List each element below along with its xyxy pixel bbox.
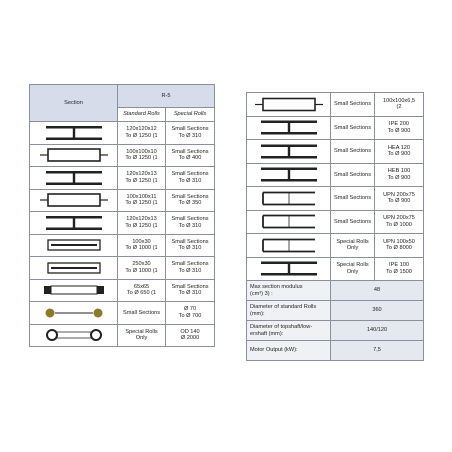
table-row	[30, 144, 215, 167]
special-rolls-cell: Small Sections To Ø 310	[166, 212, 215, 235]
table-row	[247, 140, 424, 164]
table-row	[247, 187, 424, 211]
standard-rolls-cell: 120x120x13 To Ø 1250 (1	[118, 212, 166, 235]
special-rolls-cell: OD 140 Ø 2000	[166, 324, 215, 347]
spec-row	[247, 341, 424, 361]
channel-section-icon	[247, 234, 331, 258]
table-row	[247, 257, 424, 281]
square-bar-icon	[30, 279, 118, 302]
i-beam-section-icon	[247, 257, 331, 281]
table-row	[30, 257, 215, 280]
special-rolls-cell: IPE 100 To Ø 1500	[375, 257, 424, 281]
table-row	[247, 93, 424, 117]
spec-label: Max section modulus (cm³) 3) :	[247, 281, 331, 301]
table-row	[30, 324, 215, 347]
spec-label: Motor Output (kW):	[247, 341, 331, 361]
rectangular-tube-icon	[247, 93, 331, 117]
special-rolls-cell: Small Sections To Ø 310	[166, 257, 215, 280]
standard-rolls-cell: 100x30 To Ø 1000 (1	[118, 234, 166, 257]
table-row	[247, 234, 424, 258]
standard-rolls-cell: Small Sections	[331, 140, 375, 164]
table-row	[30, 189, 215, 212]
standard-rolls-cell: Small Sections	[331, 210, 375, 234]
standard-rolls-cell: 120x120x12 To Ø 1250 (1	[118, 122, 166, 145]
standard-rolls-cell: 100x100x10 To Ø 1250 (1	[118, 144, 166, 167]
box-section-icon	[30, 144, 118, 167]
standard-rolls-cell: 100x100x11 To Ø 1250 (1	[118, 189, 166, 212]
header-section: Section	[30, 85, 118, 122]
header-model: R-5	[118, 85, 215, 108]
spec-row	[247, 281, 424, 301]
table-row	[247, 116, 424, 140]
i-beam-section-icon	[247, 163, 331, 187]
table-row	[30, 212, 215, 235]
special-rolls-cell: Small Sections To Ø 310	[166, 167, 215, 190]
channel-section-icon	[247, 210, 331, 234]
spec-label: Diameter of topshaft/low- ershaft (mm):	[247, 321, 331, 341]
right-section-table	[246, 92, 424, 361]
tube-icon	[30, 324, 118, 347]
subheader-special-rolls: Special Rolls	[166, 108, 215, 122]
flat-bar-icon	[30, 257, 118, 280]
i-beam-section-icon	[30, 212, 118, 235]
standard-rolls-cell: 250x30 To Ø 1000 (1	[118, 257, 166, 280]
table-row	[30, 122, 215, 145]
table-row	[30, 279, 215, 302]
box-section-icon	[30, 189, 118, 212]
spec-value: 140/120	[331, 321, 424, 341]
table-row	[247, 210, 424, 234]
table-row	[30, 302, 215, 325]
standard-rolls-cell: Small Sections	[331, 116, 375, 140]
special-rolls-cell: HEB 100 To Ø 900	[375, 163, 424, 187]
special-rolls-cell: 100x100x6,5 (2	[375, 93, 424, 117]
table-row	[30, 167, 215, 190]
spec-value: 48	[331, 281, 424, 301]
standard-rolls-cell: Special Rolls Only	[118, 324, 166, 347]
spec-label: Diameter of standard Rolls (mm):	[247, 301, 331, 321]
special-rolls-cell: Small Sections To Ø 350	[166, 189, 215, 212]
spec-value: 7,5	[331, 341, 424, 361]
special-rolls-cell: Small Sections To Ø 310	[166, 122, 215, 145]
special-rolls-cell: Small Sections To Ø 400	[166, 144, 215, 167]
special-rolls-cell: UPN 100x50 To Ø 8000	[375, 234, 424, 258]
standard-rolls-cell: 65x65 To Ø 650 (1	[118, 279, 166, 302]
spec-row	[247, 321, 424, 341]
left-section-table	[29, 84, 215, 347]
special-rolls-cell: Small Sections To Ø 310	[166, 279, 215, 302]
special-rolls-cell: Small Sections To Ø 310	[166, 234, 215, 257]
round-bar-icon	[30, 302, 118, 325]
spec-row	[247, 301, 424, 321]
i-beam-section-icon	[30, 167, 118, 190]
standard-rolls-cell: 120x120x13 To Ø 1250 (1	[118, 167, 166, 190]
special-rolls-cell: IPE 200 To Ø 900	[375, 116, 424, 140]
i-beam-section-icon	[30, 122, 118, 145]
flat-bar-icon	[30, 234, 118, 257]
special-rolls-cell: UPN 200x75 To Ø 1000	[375, 210, 424, 234]
subheader-standard-rolls: Standard Rolls	[118, 108, 166, 122]
standard-rolls-cell: Small Sections	[118, 302, 166, 325]
table-row	[247, 163, 424, 187]
i-beam-section-icon	[247, 140, 331, 164]
table-row	[30, 234, 215, 257]
standard-rolls-cell: Small Sections	[331, 163, 375, 187]
i-beam-section-icon	[247, 116, 331, 140]
standard-rolls-cell: Small Sections	[331, 93, 375, 117]
special-rolls-cell: HEA 120 To Ø 900	[375, 140, 424, 164]
standard-rolls-cell: Special Rolls Only	[331, 257, 375, 281]
special-rolls-cell: UPN 200x75 To Ø 900	[375, 187, 424, 211]
standard-rolls-cell: Special Rolls Only	[331, 234, 375, 258]
standard-rolls-cell: Small Sections	[331, 187, 375, 211]
special-rolls-cell: Ø 70 To Ø 700	[166, 302, 215, 325]
spec-value: 360	[331, 301, 424, 321]
channel-section-icon	[247, 187, 331, 211]
